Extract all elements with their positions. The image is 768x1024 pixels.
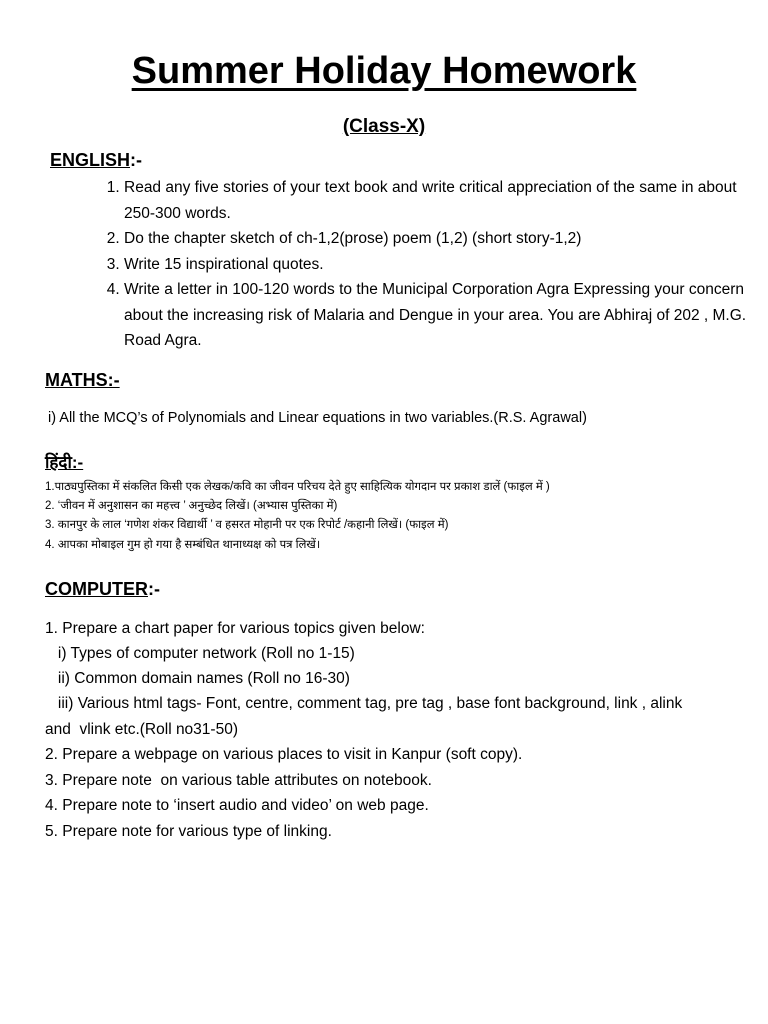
english-heading — [50, 150, 142, 171]
hindi-line-1: 1.पाठ्यपुस्तिका में संकलित किसी एक लेखक/कवि का जीवन परिचय देते हुए साहित्यिक योगदान पर प्रकाश डालें (फाइल में ) — [45, 481, 550, 493]
hindi-line-4: 4. आपका मोबाइल गुम हो गया है सम्बंधित थानाध्यक्ष को पत्र लिखें। — [45, 539, 321, 551]
computer-heading-label: COMPUTER — [45, 579, 148, 599]
english-heading-suffix: :- — [130, 150, 143, 170]
computer-line-6: 2. Prepare a webpage on various places to visit in Kanpur (soft copy). — [45, 746, 523, 763]
computer-line-4: iii) Various html tags- Font, centre, comment tag, pre tag , base font background, link , alink — [45, 695, 683, 712]
computer-line-9: 5. Prepare note for various type of linking. — [45, 823, 332, 840]
hindi-line-3: 3. कानपुर के लाल ‘गणेश शंकर विद्यार्थी ’ व हसरत मोहानी पर एक रिपोर्ट /कहानी लिखें। (फाइल में) — [45, 519, 449, 531]
class-subtitle: (Class-X) — [342, 116, 426, 137]
hindi-heading: हिंदी:- — [45, 453, 84, 472]
page-title: Summer Holiday Homework — [131, 50, 637, 92]
english-heading-label: ENGLISH — [50, 150, 131, 170]
computer-line-7: 3. Prepare note on various table attributes on notebook. — [45, 772, 432, 789]
maths-heading: MATHS:- — [45, 370, 120, 390]
maths-text: i) All the MCQ’s of Polynomials and Linear equations in two variables.(R.S. Agrawal) — [48, 410, 587, 426]
computer-line-1: 1. Prepare a chart paper for various topics given below: — [45, 620, 425, 637]
hindi-line-2: 2. ‘जीवन में अनुशासन का महत्त्व ’ अनुच्छेद लिखें। (अभ्यास पुस्तिका में) — [45, 500, 338, 512]
english-item-3: 3. Write 15 inspirational quotes. — [124, 252, 764, 278]
english-item-4: 4. Write a letter in 100-120 words to the Municipal Corporation Agra Expressing your concern about the increasing risk of Malaria and Dengue in your area. You are Abhiraj of 202 , M.G. Road Agra. — [124, 277, 764, 354]
computer-heading-suffix: :- — [148, 579, 160, 599]
computer-heading — [45, 579, 160, 600]
computer-line-8: 4. Prepare note to ‘insert audio and video’ on web page. — [45, 797, 429, 814]
computer-line-5: and vlink etc.(Roll no31-50) — [45, 721, 238, 738]
computer-line-3: ii) Common domain names (Roll no 16-30) — [45, 670, 350, 687]
english-item-2: 2. Do the chapter sketch of ch-1,2(prose) poem (1,2) (short story-1,2) — [124, 226, 764, 252]
computer-line-2: i) Types of computer network (Roll no 1-15) — [45, 645, 355, 662]
english-item-1: 1. Read any five stories of your text book and write critical appreciation of the same in about 250-300 words. — [124, 175, 764, 226]
english-list — [96, 175, 764, 354]
